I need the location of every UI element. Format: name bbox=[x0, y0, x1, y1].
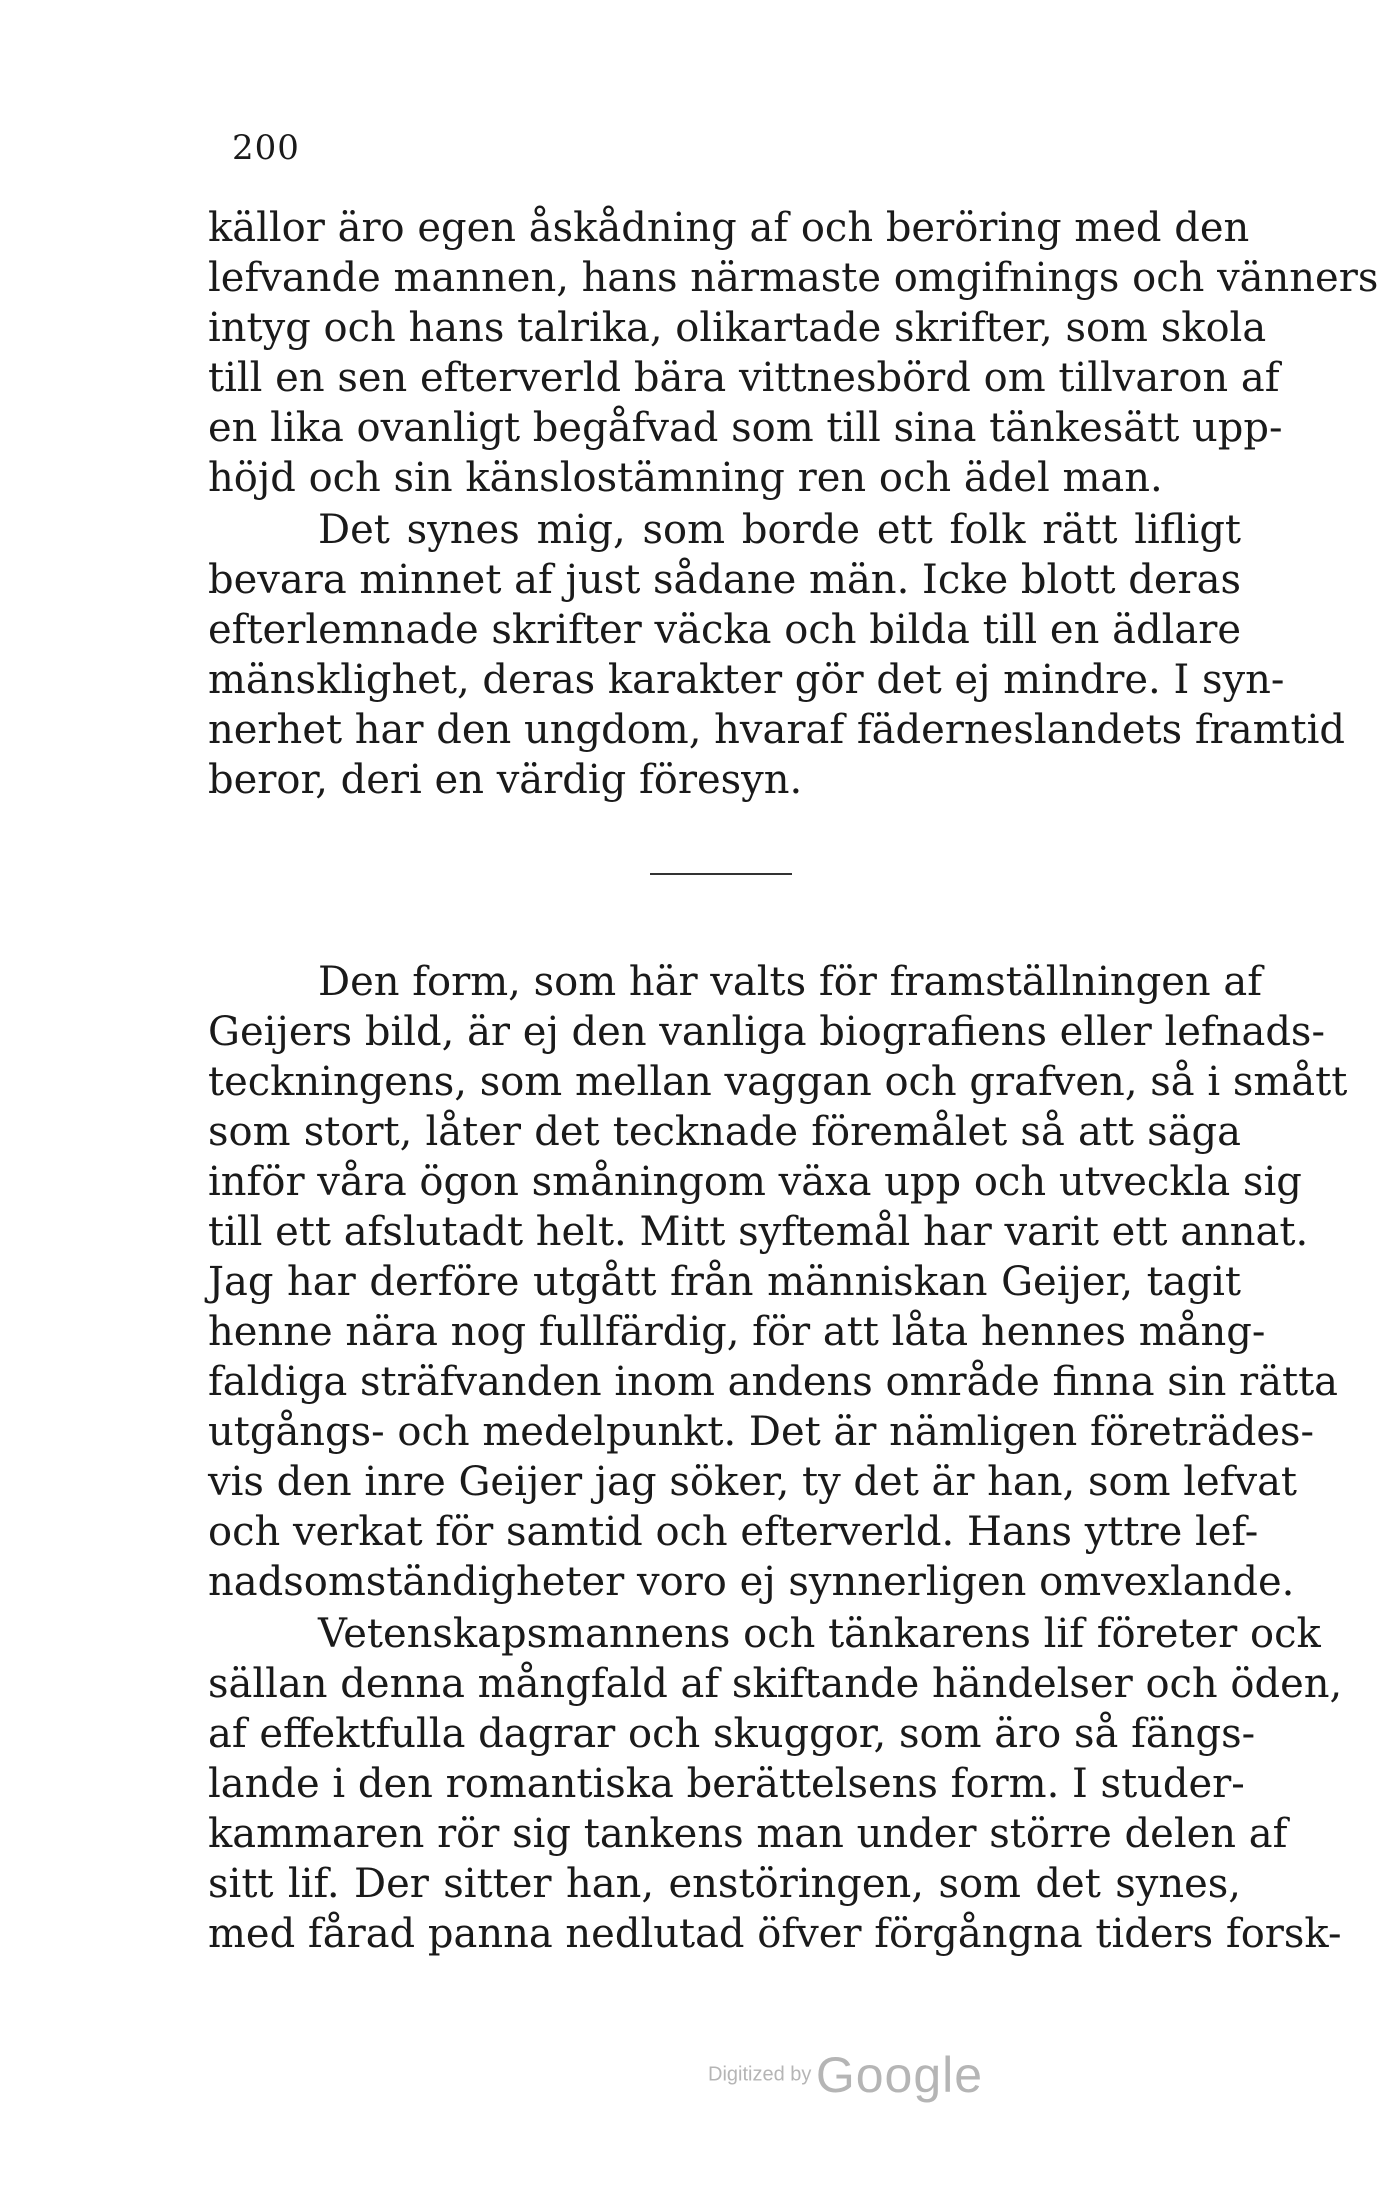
text-line: med fårad panna nedlutad öfver förgångna tiders forsk- bbox=[208, 1911, 1342, 1957]
text-line: sitt lif. Der sitter han, enstöringen, som det synes, bbox=[208, 1861, 1241, 1907]
text-line: Geijers bild, är ej den vanliga biografiens eller lefnads- bbox=[208, 1009, 1325, 1055]
text-line: en lika ovanligt begåfvad som till sina tänkesätt upp- bbox=[208, 405, 1283, 451]
text-line: till ett afslutadt helt. Mitt syftemål har varit ett annat. bbox=[208, 1209, 1309, 1255]
text-line: henne nära nog fullfärdig, för att låta hennes mång- bbox=[208, 1309, 1266, 1355]
text-line: som stort, låter det tecknade föremålet så att säga bbox=[208, 1109, 1241, 1155]
page-number: 200 bbox=[232, 128, 300, 168]
google-logo: Google bbox=[815, 2047, 984, 2103]
text-line: utgångs- och medelpunkt. Det är nämligen företrädes- bbox=[208, 1409, 1315, 1455]
text-line: höjd och sin känslostämning ren och ädel man. bbox=[208, 455, 1163, 501]
text-line: nerhet har den ungdom, hvaraf fäderneslandets framtid bbox=[208, 707, 1346, 753]
text-line: Det synes mig, som borde ett folk rätt lifligt bbox=[318, 507, 1241, 553]
text-line: källor äro egen åskådning af och beröring med den bbox=[208, 205, 1250, 251]
section-divider bbox=[650, 873, 792, 875]
text-line: beror, deri en värdig föresyn. bbox=[208, 757, 803, 803]
text-line: till en sen efterverld bära vittnesbörd om tillvaron af bbox=[208, 355, 1280, 401]
digitized-watermark bbox=[708, 2046, 983, 2104]
text-line: och verkat för samtid och efterverld. Hans yttre lef- bbox=[208, 1509, 1259, 1555]
text-line: efterlemnade skrifter väcka och bilda till en ädlare bbox=[208, 607, 1241, 653]
text-line: vis den inre Geijer jag söker, ty det är han, som lefvat bbox=[208, 1459, 1298, 1505]
text-line: Vetenskapsmannens och tänkarens lif företer ock bbox=[318, 1611, 1321, 1657]
text-line: Den form, som här valts för framställningen af bbox=[318, 959, 1263, 1005]
text-line: faldiga sträfvanden inom andens område finna sin rätta bbox=[208, 1359, 1339, 1405]
text-line: intyg och hans talrika, olikartade skrifter, som skola bbox=[208, 305, 1267, 351]
text-line: sällan denna mångfald af skiftande händelser och öden, bbox=[208, 1661, 1343, 1707]
text-line: lande i den romantiska berättelsens form. I studer- bbox=[208, 1761, 1245, 1807]
text-line: lefvande mannen, hans närmaste omgifnings och vänners bbox=[208, 255, 1379, 301]
text-line: teckningens, som mellan vaggan och grafven, så i smått bbox=[208, 1059, 1348, 1105]
watermark-prefix: Digitized by bbox=[708, 2063, 812, 2086]
text-line: inför våra ögon småningom växa upp och utveckla sig bbox=[208, 1159, 1302, 1205]
text-line: Jag har derföre utgått från människan Geijer, tagit bbox=[208, 1259, 1241, 1305]
text-line: mänsklighet, deras karakter gör det ej mindre. I syn- bbox=[208, 657, 1285, 703]
text-line: kammaren rör sig tankens man under större delen af bbox=[208, 1811, 1288, 1857]
text-line: bevara minnet af just sådane män. Icke blott deras bbox=[208, 557, 1241, 603]
text-line: af effektfulla dagrar och skuggor, som äro så fängs- bbox=[208, 1711, 1256, 1757]
text-line: nadsomständigheter voro ej synnerligen omvexlande. bbox=[208, 1559, 1295, 1605]
